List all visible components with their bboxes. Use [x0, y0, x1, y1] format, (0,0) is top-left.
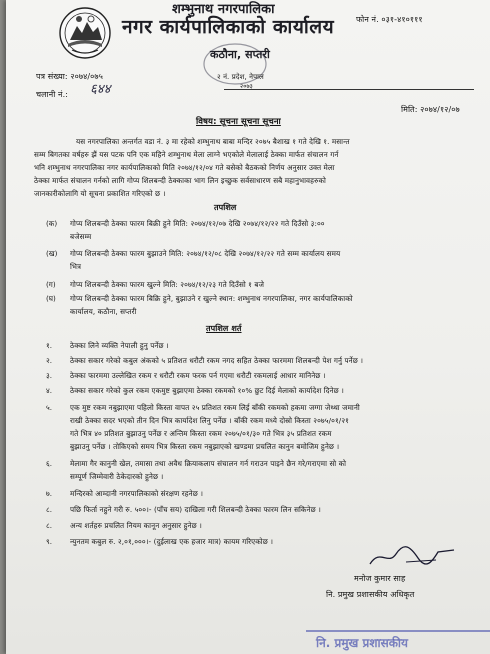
condition-mark: ८.	[46, 505, 53, 514]
condition-text: ठेक्का सकार गरेको कुल रकम एकमुष्ट बुझाएमा ठेक्का रकमको १०% छुट दिई मेलाको कार्यादेश दिनेछ ।	[70, 386, 344, 395]
conditions-heading: तपशिल शर्त	[206, 324, 242, 333]
intro-line: सम्म बिगतका वर्षहरु झैं यस पटक पनि एक महिने शम्भुनाथ मेला लाग्ने भएकोले मेलालाई ठेक्का मार्फत संचालन गर्न	[34, 150, 339, 159]
condition-text: ठेक्का लिने व्यक्ति नेपाली हुनु पर्नेछ ।	[70, 341, 169, 350]
signatory-title: नि. प्रमुख प्रशासकीय अधिकृत	[326, 590, 415, 599]
schedule-text: गोप्य शिलबन्दी ठेक्का फारम बिक्री हुने मिति: २०७४/१२/०७ देखि २०७४/१२/२२ गते दिउँसो ३:००	[70, 219, 325, 228]
received-stamp: नि. प्रमुख प्रशासकीय	[306, 630, 490, 654]
schedule-text: भित्र	[70, 262, 82, 271]
condition-text: न्युनतम कबुल रु. २,०१,०००।- (दुईलाख एक हजार मात्र) कायम गरिएकोछ ।	[70, 537, 274, 546]
condition-mark: ९.	[46, 537, 53, 546]
dispatch-number: ६४४	[90, 82, 111, 97]
notice-document	[6, 0, 490, 654]
condition-text: राखी ठेक्का सदर भएको तीन दिन भित्र कार्यादेश लिनु पर्नेछ । बाँकी रकम मध्ये दोस्रो किस्ता २०७५/०१/२१	[70, 416, 349, 425]
phone-number: फोन नं. ०३१-४१०१११	[356, 15, 423, 24]
condition-mark: २.	[46, 356, 53, 365]
schedule-text: कार्यालय, कठौना, सप्तरी	[70, 307, 137, 316]
condition-mark: १.	[46, 341, 53, 350]
condition-text: ठेक्का सकार गरेको कबुल अंकको ५ प्रतिशत धरौटी रकम नगद सहित ठेक्का फारममा शिलबन्दी पेश गर्नु पर्नेछ ।	[70, 356, 364, 365]
condition-text: बुझाउनु पर्नेछ । तोकिएको समय भित्र किस्ता रकम नबुझाएको खण्डमा प्रचलित कानुन बमोजिम हुनेछ ।	[70, 442, 340, 451]
header-divider	[224, 89, 474, 90]
condition-mark: ६.	[46, 459, 53, 468]
schedule-text: बजेसम्म	[70, 232, 92, 241]
schedule-mark: (क)	[46, 219, 58, 228]
intro-line: भनि शम्भुनाथ नगरपालिका नगर कार्यपालिकाको मिति २०७४/१२/०४ गते बसेको बैठकको निर्णय अनुसार उक्त मेला	[34, 163, 335, 172]
condition-text: पछि फिर्ता नहुने गरी रु. ५००।- (पाँच सय) दाखिला गरी शिलबन्दी ठेक्का फारम लिन सकिनेछ ।	[70, 505, 321, 514]
signatory-name: मनोज कुमार साह	[354, 574, 406, 583]
intro-line: यस नगरपालिका अन्तर्गत वडा नं. ३ मा रहेको शम्भुनाथ बाबा मन्दिर २०७५ बैशाख १ गते देखि १. मसान्त	[76, 137, 350, 146]
schedule-mark: (ग)	[46, 280, 56, 289]
handwritten-signature	[366, 540, 466, 570]
condition-text: अन्य शर्तहरु प्रचलित नियम कानून अनुसार हुनेछ ।	[70, 521, 202, 530]
office-name: नगर कार्यपालिकाको कार्यालय	[122, 16, 335, 38]
schedule-text: गोप्य शिलबन्दी ठेक्का फारम बिक्रि हुने, बुझाउने र खुल्ने स्थान: शम्भुनाथ नगरपालिका, नगर कार्यपालिकाको	[70, 294, 353, 303]
stamp-year: २०७३	[240, 83, 253, 90]
stamp-text: २ नं. प्रदेश, नेपाल	[217, 73, 264, 81]
letter-reference-number: पत्र संख्या: २०७४/०७५	[36, 72, 103, 81]
schedule-text: गोप्य शिलबन्दी ठेक्का फारम बुझाउने मिति: २०७४/१२/०८ देखि २०७४/१२/२२ गते सम्म कार्यालय समय	[70, 249, 341, 258]
municipality-name: शम्भुनाथ नगरपालिका	[172, 2, 275, 17]
condition-mark: ८.	[46, 521, 53, 530]
condition-mark: ४.	[46, 386, 53, 395]
schedule-heading: तपशिल	[214, 203, 237, 212]
government-emblem-icon	[58, 6, 112, 60]
schedule-text: गोप्य शिलबन्दी ठेक्का फारम खुल्ने मिति: २०७४/१२/२३ गते दिउँसो १ बजे	[70, 280, 265, 289]
condition-text: ठेक्का फारममा उल्लेखित रकम र धरौटी रकम फरक पर्न गएमा धरौटी रकमलाई आधार मानिनेछ ।	[70, 371, 326, 380]
condition-text: मन्दिरको आम्दानी नगरपालिकाको संरक्षण रहनेछ ।	[70, 489, 204, 498]
schedule-mark: (घ)	[46, 294, 56, 303]
intro-line: जानकारीकोलागि यो सूचना प्रकाशित गरिएको छ ।	[34, 189, 166, 198]
dispatch-label: चलानी नं.:	[36, 90, 69, 99]
condition-mark: ५.	[46, 403, 53, 412]
condition-text: सम्पूर्ण जिम्मेवारी ठेकेदारको हुनेछ ।	[70, 472, 164, 481]
office-location: कठौना, सप्तरी	[210, 48, 270, 61]
subject-line: विषय: सूचना सूचना सूचना	[196, 117, 281, 127]
condition-text: मेलामा गैर कानुनी खेल, तमासा तथा अवैध क्रियाकलाप संचालन गर्न गराउन पाइने छैन गरे/गराएमा सो को	[70, 459, 347, 468]
letter-date: मिति: २०७४/१२/०७	[401, 105, 460, 114]
condition-mark: ३.	[46, 371, 53, 380]
condition-text: एक मुष्ट रकम नबुझाएमा पहिलो किस्ता वापत २५ प्रतिशत रकम लिई बाँकी रकमको हकमा जग्गा जेथ्था जमानी	[70, 403, 360, 412]
condition-text: गते भित्र ४० प्रतिशत बुझाउनु पर्नेछ र अन्तिम किस्ता रकम २०७५/०१/३० गते भित्र ३५ प्रतिशत रकम	[70, 429, 332, 438]
intro-line: ठेक्का मार्फत संचालन गर्नको लागि गोप्य शिलबन्दी ठेक्काका भाग लिन इच्छुक सर्वसाधारण सबै महानुभावहरुको	[34, 176, 326, 185]
schedule-mark: (ख)	[46, 249, 58, 258]
condition-mark: ७.	[46, 489, 53, 498]
